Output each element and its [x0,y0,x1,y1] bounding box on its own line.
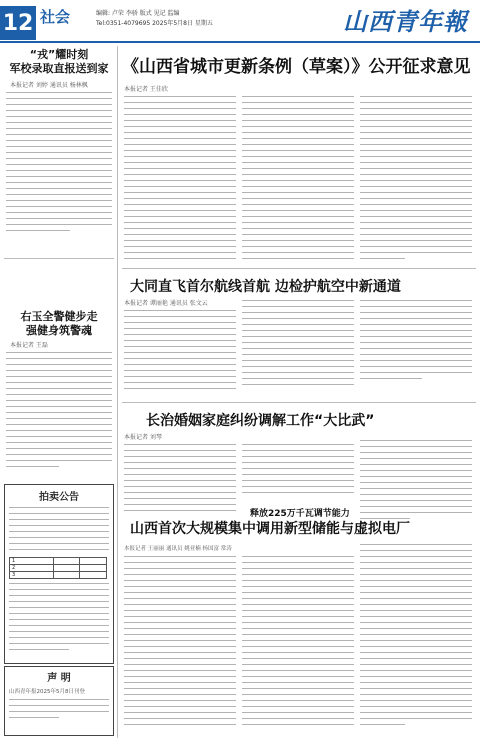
article2-title: 右玉全警健步走 强健身筑警魂 [20,310,98,337]
statement-body [9,699,109,729]
article-c-title: 山西首次大规模集中调用新型储能与虚拟电厂 [130,521,410,537]
newspaper-logo: 山西青年報 [343,7,468,36]
article1-byline: 本报记者 刘婷 通讯员 杨林枫 [10,82,88,89]
article-a-col-3 [360,300,472,400]
article-b-byline: 本报记者 刘琴 [124,434,162,441]
article-a-title: 大同直飞首尔航线首航 边检护航空中新通道 [130,279,401,295]
main-col-3 [360,96,472,266]
main-col-2 [242,96,354,266]
header-rule [0,41,480,43]
article2-byline: 本报记者 王磊 [10,342,48,349]
article-b-col-1 [124,444,236,520]
article-b-col-2 [242,444,354,504]
article-c-col-3 [360,544,472,736]
statement-text: 山西青年报2025年5月8日刊登 [9,689,85,695]
statement-notice [4,666,114,736]
page-number: 12 [0,6,36,40]
column-divider [117,46,118,738]
article-b-title: 长治婚姻家庭纠纷调解工作“大比武” [146,413,375,429]
article2-body [6,352,112,480]
article-b-col-3 [360,440,472,530]
article-a-byline: 本报记者 谭丽艳 通讯员 张文云 [124,300,208,307]
auction-text [9,507,109,555]
main-headline: 《山西省城市更新条例（草案）》公开征求意见 [122,57,471,77]
left-divider-1 [4,258,114,259]
auction-notice [4,484,114,664]
header-editors: 编辑: 卢荣 李骄 版式 见记 监编 [96,10,180,17]
article-c-col-1 [124,556,236,736]
main-byline: 本报记者 王佳欣 [124,86,168,93]
article1-body [6,92,112,252]
auction-title: 拍卖公告 [39,492,79,503]
statement-title: 声 明 [47,673,71,684]
article-c-col-2 [242,556,354,736]
article1-title: “戎”耀时刻 军校录取直报送到家 [9,48,109,75]
main-col-1 [124,96,236,266]
main-divider-2 [122,402,476,403]
article-a-col-1 [124,310,236,400]
header-date: Tel:0351-4079695 2025年5月8日 星期五 [96,20,213,27]
section-name: 社会 [40,8,71,26]
main-divider-1 [122,268,476,269]
article-c-kicker: 释放225万千瓦调节能力 [250,509,350,519]
article-c-byline: 本报记者 王丽丽 通讯员 姚亚楠 杨国富 常涛 [124,546,232,552]
auction-table: 1 2 3 [9,557,107,579]
auction-text-2 [9,583,109,653]
article-a-col-2 [242,300,354,400]
